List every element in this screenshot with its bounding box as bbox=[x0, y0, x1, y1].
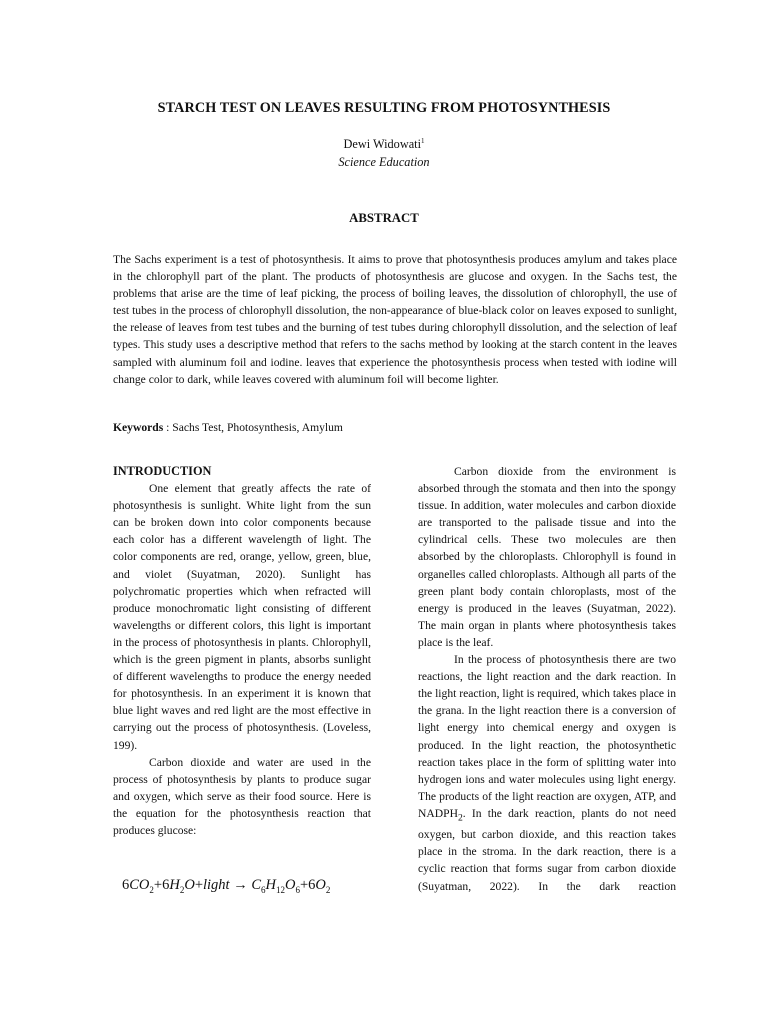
author-affiliation-mark: 1 bbox=[421, 137, 425, 145]
abstract-heading: ABSTRACT bbox=[349, 211, 419, 225]
keywords-text: Sachs Test, Photosynthesis, Amylum bbox=[172, 421, 343, 434]
nadph-subscript: 2 bbox=[457, 812, 463, 824]
intro-paragraph-1: One element that greatly affects the rate of photosynthesis is sunlight. White light from the sun can be broken down into color components because each color has a different wavelength of light. The color components are red, orange, yellow, green, blue, and violet (Suyatman, 2020). Sunlight has polychromatic properties which when refracted will produce monochromatic light consisting of different wavelengths or different colors, this light is important in the process of photosynthesis in plants. Chlorophyll, which is the green pigment in plants, absorbs sunlight of different wavelengths to produce the energy needed for photosynthesis. In an experiment it is known that blue light waves and red light are the most effective in carrying out the process of photosynthesis. (Loveless, 199). bbox=[113, 482, 371, 752]
author-name: Dewi Widowati bbox=[343, 137, 421, 152]
keywords-line bbox=[113, 421, 677, 434]
right-paragraph-2-part-a: In the process of photosynthesis there are two reactions, the light reaction and the dark reaction. In the light reaction, light is required, which takes place in the grana. In the light reaction there is a conversion of light energy into chemical energy and oxygen is produced. In the light reaction, the photosynthetic reaction takes place in the form of splitting water into hydrogen ions and water molecules using light energy. The products of the light reaction are oxygen, ATP, and NADPH bbox=[418, 653, 676, 820]
right-paragraph-2 bbox=[418, 651, 676, 895]
keywords-label: Keywords bbox=[113, 421, 164, 434]
keywords-separator: : bbox=[163, 421, 173, 434]
paper-title: STARCH TEST ON LEAVES RESULTING FROM PHOTOSYNTHESIS bbox=[157, 100, 611, 116]
right-paragraph-2-part-b: . In the dark reaction, plants do not need oxygen, but carbon dioxide, and this reaction takes place in the stroma. In the dark reaction, there is a cyclic reaction that forms sugar from carbon dioxide (Suyatman, 2022). In the dark reaction bbox=[418, 806, 676, 893]
right-paragraph-1: Carbon dioxide from the environment is absorbed through the stomata and then into the spongy tissue. In addition, water molecules and carbon dioxide are transported to the palisade tissue and into the cylindrical cells. These two molecules are then absorbed by the chloroplasts. Chlorophyll is found in organelles called chloroplasts. Although all parts of the green plant body contain chloroplasts, most of the energy is produced in the leaves (Suyatman, 2022). The main organ in plants where photosynthesis takes place is the leaf. bbox=[418, 465, 676, 649]
photosynthesis-equation: $6CO_2+6H_2O+light \to C_6H_{12}O_6+6O_2$ bbox=[122, 877, 331, 895]
right-column bbox=[418, 463, 676, 895]
introduction-heading: INTRODUCTION bbox=[113, 464, 212, 478]
abstract-text: The Sachs experiment is a test of photosynthesis. It aims to prove that photosynthesis produces amylum and takes place in the chlorophyll part of the plant. The products of photosynthesis are glucose and oxygen. In the Sachs test, the problems that arise are the time of leaf picking, the process of boiling leaves, the dissolution of chlorophyll, the use of test tubes in the process of chlorophyll dissolution, the non-appearance of blue-black color on leaves exposed to sunlight, the release of leaves from test tubes and the burning of test tubes during chlorophyll dissolution, and the selection of leaf types. This study uses a descriptive method that refers to the sachs method by looking at the starch content in the leaves sampled with aluminum foil and iodine. leaves that experience the photosynthesis process when tested with iodine will change color to dark, while leaves covered with aluminum foil will become lighter. bbox=[113, 253, 677, 386]
author-affiliation: Science Education bbox=[338, 155, 430, 169]
intro-paragraph-2: Carbon dioxide and water are used in the process of photosynthesis by plants to produce sugar and oxygen, which serve as their food source. Here is the equation for the photosynthesis reaction that produces glucose: bbox=[113, 755, 371, 837]
author-line bbox=[0, 137, 768, 152]
left-column bbox=[113, 463, 371, 839]
